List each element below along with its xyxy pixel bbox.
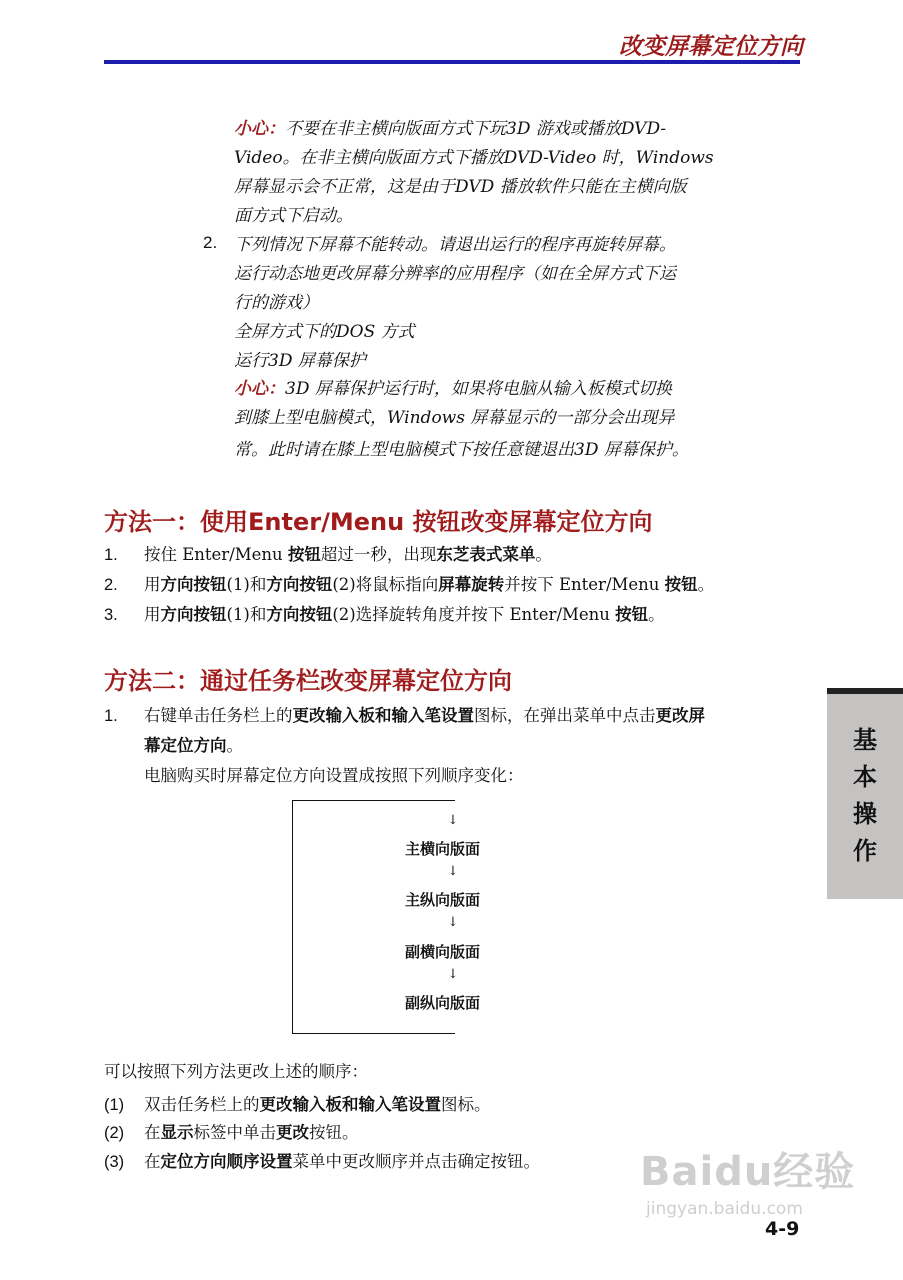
caution-label: 小心： (234, 379, 285, 399)
caution-note-1: 小心：不要在非主横向版面方式下玩3D 游戏或播放DVD- Video。在非主横向版面方式下播放DVD-Video 时，Windows 屏幕显示会不正常，这是由于DVD 播放软件只能在主横向版 面方式下启动。 (234, 119, 714, 226)
method-one-step-1: 1. 按住 Enter/Menu 按钮超过一秒，出现东芝表式菜单。 (104, 545, 552, 564)
method-one-step-2: 2. 用方向按钮(1)和方向按钮(2)将鼠标指向屏幕旋转并按下 Enter/Menu 按钮。 (104, 575, 715, 594)
rotation-limits-list: 下列情况下屏幕不能转动。请退出运行的程序再旋转屏幕。 运行动态地更改屏幕分辨率的应用程序（如在全屏方式下运 行的游戏） 全屏方式下的DOS 方式 运行3D 屏幕保护 (234, 235, 676, 371)
down-arrow-icon: ↓ (447, 864, 459, 879)
list-number: 2. (203, 233, 218, 252)
change-order-step-3: (3) 在定位方向顺序设置菜单中更改顺序并点击确定按钮。 (104, 1152, 540, 1171)
caution-label: 小心： (234, 119, 285, 139)
caution-note-2: 小心：3D 屏幕保护运行时，如果将电脑从输入板模式切换 到膝上型电脑模式，Windows 屏幕显示的一部分会出现异 常。此时请在膝上型电脑模式下按任意键退出3D 屏幕保护。 (234, 379, 689, 460)
flow-intro: 电脑购买时屏幕定位方向设置成按照下列顺序变化： (144, 766, 524, 785)
down-arrow-icon: ↓ (447, 813, 459, 828)
change-order-step-1: (1) 双击任务栏上的更改输入板和输入笔设置图标。 (104, 1095, 491, 1114)
down-arrow-icon: ↓ (447, 915, 459, 930)
change-order-step-2: (2) 在显示标签中单击更改按钮。 (104, 1123, 359, 1142)
flow-step-secondary-portrait: 副纵向版面 (405, 994, 481, 1012)
down-arrow-icon: ↓ (447, 967, 459, 982)
flow-step-primary-landscape: 主横向版面 (405, 840, 481, 858)
page-number: 4-9 (765, 1218, 800, 1240)
method-two-step-1-cont: 幕定位方向。 (144, 736, 243, 755)
flow-step-secondary-landscape: 副横向版面 (405, 943, 481, 961)
flow-step-primary-portrait: 主纵向版面 (405, 891, 481, 909)
baidu-watermark: Baidu经验 jingyan.baidu.com (640, 1149, 856, 1219)
chapter-side-tab: 基 本 操 作 (827, 688, 903, 899)
method-one-step-3: 3. 用方向按钮(1)和方向按钮(2)选择旋转角度并按下 Enter/Menu 按钮。 (104, 605, 665, 624)
method-two-step-1: 1. 右键单击任务栏上的更改输入板和输入笔设置图标，在弹出菜单中点击更改屏 (104, 706, 705, 725)
change-order-intro: 可以按照下列方法更改上述的顺序： (104, 1062, 368, 1081)
running-header-title: 改变屏幕定位方向 (619, 34, 803, 60)
method-one-heading: 方法一：使用Enter/Menu 按钮改变屏幕定位方向 (104, 508, 653, 536)
header-rule (104, 60, 800, 64)
method-two-heading: 方法二：通过任务栏改变屏幕定位方向 (104, 667, 512, 695)
